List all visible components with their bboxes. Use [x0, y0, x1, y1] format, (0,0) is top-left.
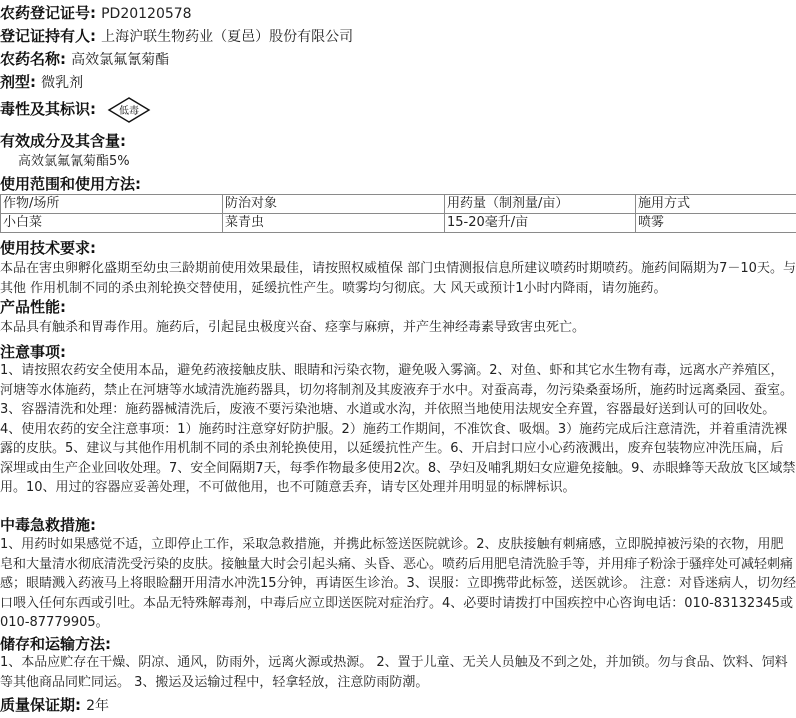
usage-col-target: 防治对象: [223, 195, 445, 214]
precautions-text: 1、请按照农药安全使用本品，避免药液接触皮肤、眼睛和污染衣物，避免吸入雾滴。2、对鱼、虾和其它水生物有毒，远离水产养殖区，河塘等水体施药，禁止在河塘等水域清洗施药器具，切勿将制剂及其废液弃于水中。对蚕高毒，勿污染桑蚕场所，施药时远离桑园、蚕室。3、容器清洗和处理：施药器械清洗后，废液不要污染池塘、水道或水沟，并依照当地使用法规安全弃置，容器最好送到认可的回收处。4、使用农药的安全注意事项：1）施药时注意穿好防护服。2）施药工作期间，不准饮食、吸烟。3）施药完成后注意清洗，并着重清洗裸露的皮肤。5、建议与其他作用机制不同的杀虫剂轮换使用，以延缓抗性产生。6、开启封口应小心药液溅出，废弃包装物应冲洗压扁，后深埋或由生产企业回收处理。7、安全间隔期7天，每季作物最多使用2次。8、孕妇及哺乳期妇女应避免接触。9、赤眼蜂等天敌放飞区域禁用。10、用过的容器应妥善处理，不可做他用，也不可随意丢弃，请专区处理并用明显的标牌标识。: [0, 363, 796, 495]
holder-label: 登记证持有人:: [0, 27, 96, 45]
usage-cell-target: 菜青虫: [223, 214, 445, 233]
first-aid-heading: 中毒急救措施:: [0, 516, 96, 534]
form-label: 剂型:: [0, 73, 36, 91]
toxicity-label: 毒性及其标识:: [0, 100, 96, 118]
holder-value: 上海沪联生物药业（夏邑）股份有限公司: [101, 29, 354, 45]
usage-heading: 使用范围和使用方法:: [0, 175, 141, 193]
usage-col-method: 施用方式: [636, 195, 796, 214]
usage-table: [0, 194, 796, 233]
reg-no-row: [0, 2, 796, 24]
form-value: 微乳剂: [41, 75, 84, 91]
low-toxicity-diamond-icon: [107, 97, 151, 123]
warranty-value: 2年: [86, 698, 110, 714]
storage-heading: 储存和运输方法:: [0, 635, 111, 653]
precautions-heading: 注意事项:: [0, 343, 66, 361]
usage-cell-crop: 小白菜: [1, 214, 223, 233]
usage-header-row: [1, 195, 796, 214]
table-row: [1, 214, 796, 233]
name-value: 高效氯氟氰菊酯: [71, 52, 170, 68]
usage-cell-dosage: 15-20毫升/亩: [445, 214, 636, 233]
ingredients-heading: 有效成分及其含量:: [0, 132, 126, 150]
warranty-label: 质量保证期:: [0, 696, 81, 714]
holder-row: [0, 25, 796, 47]
toxicity-row: [0, 96, 796, 122]
usage-col-dosage: 用药量（制剂量/亩）: [445, 195, 636, 214]
name-row: [0, 48, 796, 70]
performance-heading: 产品性能:: [0, 298, 66, 316]
usage-cell-method: 喷雾: [636, 214, 796, 233]
usage-col-crop: 作物/场所: [1, 195, 223, 214]
warranty-row: [0, 694, 796, 716]
toxicity-badge-text: 低毒: [119, 105, 140, 117]
reg-no-value: PD20120578: [101, 6, 192, 22]
first-aid-text: 1、用药时如果感觉不适，立即停止工作，采取急救措施，并携此标签送医院就诊。2、皮肤接触有刺痛感，立即脱掉被污染的衣物，用肥皂和大量清水彻底清洗受污染的皮肤。接触量大时会引起头痛、头昏、恶心。喷药后用肥皂清洗脸手等，并用痱子粉涂于骚痒处可减轻刺痛感；眼睛溅入药液马上将眼睑翻开用清水冲洗15分钟，再请医生诊治。3、误服：立即携带此标签，送医就诊。 注意：对昏迷病人，切勿经口喂入任何东西或引吐。本品无特殊解毒剂，中毒后应立即送医院对症治疗。4、必要时请拨打中国疾控中心咨询电话：010-83132345或010-87779905。: [0, 537, 796, 630]
technique-text: 本品在害虫卵孵化盛期至幼虫三龄期前使用效果最佳，请按照权威植保 部门虫情测报信息所建议喷药时期喷药。施药间隔期为7－10天。与其他 作用机制不同的杀虫剂轮换交替使用，延缓抗性产生。喷雾均匀彻底。大 风天或预计1小时内降雨，请勿施药。: [0, 261, 796, 296]
ingredients-content: 高效氯氟氰菊酯5%: [18, 154, 130, 169]
reg-no-label: 农药登记证号:: [0, 4, 96, 22]
technique-heading: 使用技术要求:: [0, 239, 96, 257]
performance-text: 本品具有触杀和胃毒作用。施药后，引起昆虫极度兴奋、痉挛与麻痹，并产生神经毒素导致害虫死亡。: [0, 320, 586, 335]
name-label: 农药名称:: [0, 50, 66, 68]
storage-text: 1、本品应贮存在干燥、阴凉、通风，防雨外，远离火源或热源。 2、置于儿童、无关人员触及不到之处，并加锁。勿与食品、饮料、饲料等其他商品同贮同运。 3、搬运及运输过程中，轻拿轻放，注意防雨防潮。: [0, 655, 788, 690]
form-row: [0, 71, 796, 93]
